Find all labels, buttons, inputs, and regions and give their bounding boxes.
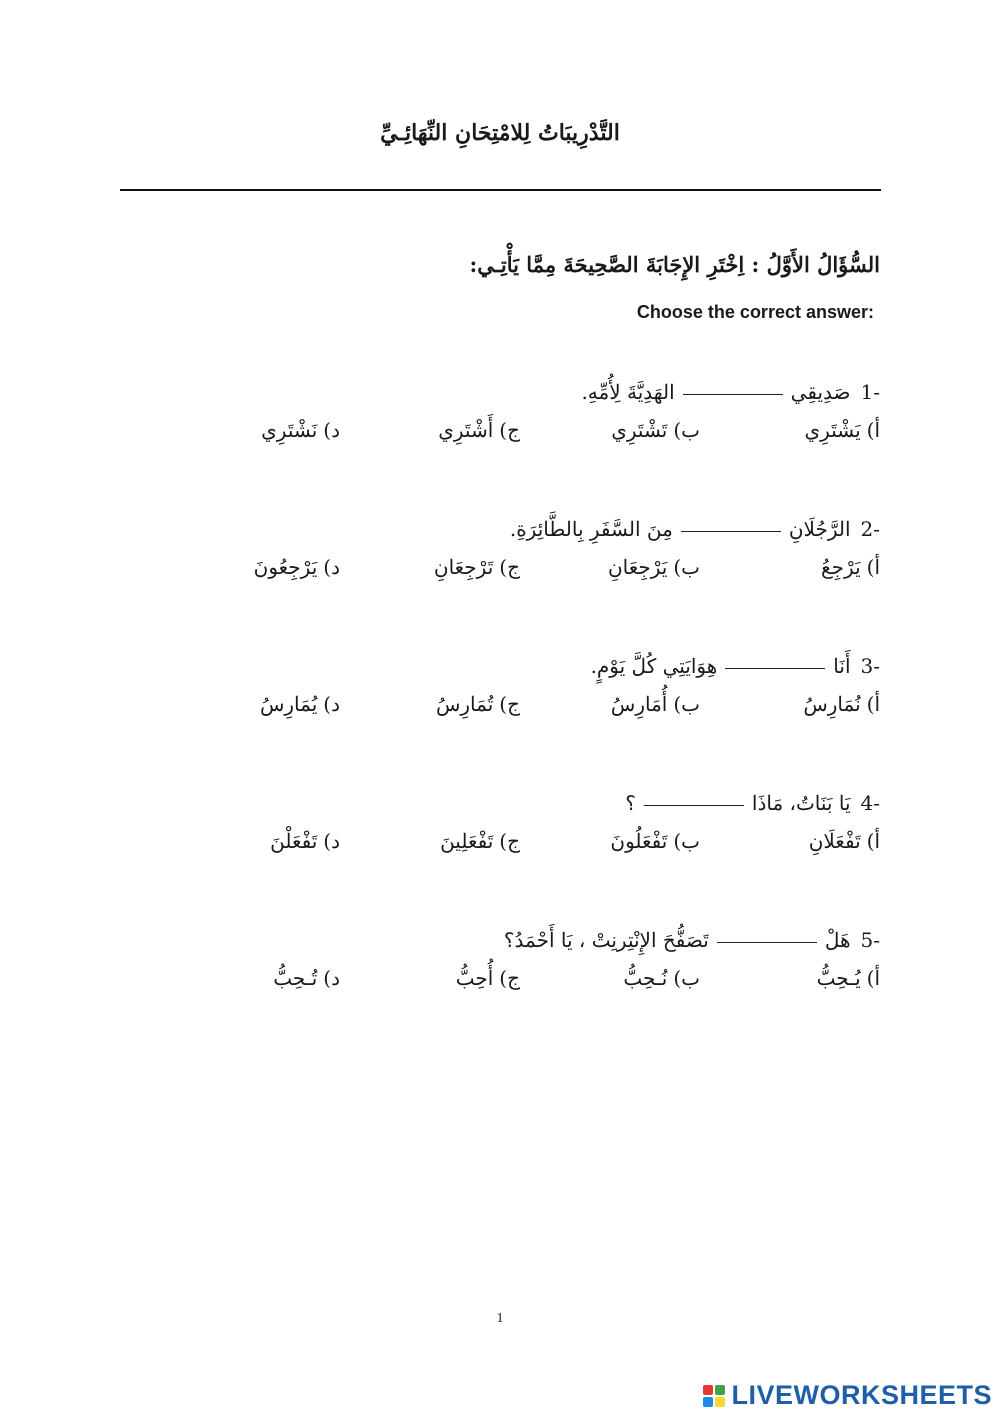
answer-blank[interactable] bbox=[683, 393, 783, 395]
question-3 bbox=[120, 654, 880, 716]
question-4 bbox=[120, 791, 880, 853]
option-a[interactable] bbox=[700, 966, 880, 990]
option-c[interactable] bbox=[340, 692, 520, 716]
options-row bbox=[120, 418, 880, 442]
question-1 bbox=[120, 380, 880, 442]
option-text: تَرْجِعَانِ bbox=[433, 555, 494, 579]
question-5 bbox=[120, 928, 880, 990]
option-text: نَشْتَرِي bbox=[261, 418, 318, 442]
option-text: أَشْتَرِي bbox=[438, 418, 494, 442]
page-number: 1 bbox=[496, 1311, 504, 1326]
question-stem bbox=[120, 928, 880, 952]
answer-blank[interactable] bbox=[725, 667, 825, 669]
option-d[interactable] bbox=[160, 966, 340, 990]
liveworksheets-brand bbox=[703, 1380, 992, 1411]
stem-before: الرَّجُلَانِ bbox=[788, 517, 851, 541]
logo-tile bbox=[703, 1397, 713, 1407]
option-letter: أ) bbox=[866, 829, 880, 853]
options-row bbox=[120, 829, 880, 853]
stem-after: الهَدِيَّةَ لِأُمِّهِ. bbox=[581, 380, 675, 404]
stem-before: أَنَا bbox=[833, 654, 851, 678]
option-text: تَفْعَلُونَ bbox=[610, 829, 668, 853]
option-text: يَشْتَرِي bbox=[804, 418, 861, 442]
option-a[interactable] bbox=[700, 418, 880, 442]
stem-after: تَصَفُّحَ الإِنْتِرنِتْ ، يَا أَحْمَدُ؟ bbox=[503, 928, 709, 952]
stem-after: هِوَايَتِي كُلَّ يَوْمٍ. bbox=[590, 654, 718, 678]
option-c[interactable] bbox=[340, 966, 520, 990]
option-a[interactable] bbox=[700, 692, 880, 716]
option-text: أُحِبُّ bbox=[455, 966, 494, 990]
option-text: نُـحِبُّ bbox=[623, 966, 668, 990]
option-letter: ج) bbox=[499, 555, 520, 579]
option-letter: د) bbox=[323, 829, 340, 853]
option-text: يَرْجِعُ bbox=[821, 555, 861, 579]
option-a[interactable] bbox=[700, 829, 880, 853]
option-text: يَرْجِعُونَ bbox=[253, 555, 318, 579]
option-letter: ج) bbox=[499, 418, 520, 442]
option-text: تَفْعَلْنَ bbox=[270, 829, 318, 853]
option-letter: ج) bbox=[499, 692, 520, 716]
stem-before: يَا بَنَاتُ، مَاذَا bbox=[751, 791, 851, 815]
options-row bbox=[120, 692, 880, 716]
option-letter: د) bbox=[323, 966, 340, 990]
question-stem bbox=[120, 791, 880, 815]
option-letter: د) bbox=[323, 692, 340, 716]
option-letter: أ) bbox=[866, 555, 880, 579]
option-d[interactable] bbox=[160, 418, 340, 442]
option-text: تَفْعَلِينَ bbox=[440, 829, 494, 853]
option-d[interactable] bbox=[160, 829, 340, 853]
option-text: نُمَارِسُ bbox=[803, 692, 861, 716]
option-text: تُمَارِسُ bbox=[435, 692, 494, 716]
liveworksheets-logo-icon bbox=[703, 1385, 725, 1407]
option-letter: د) bbox=[323, 418, 340, 442]
option-text: تَشْتَرِي bbox=[611, 418, 668, 442]
logo-tile bbox=[715, 1397, 725, 1407]
option-letter: أ) bbox=[866, 966, 880, 990]
title-divider bbox=[120, 189, 881, 191]
option-letter: ب) bbox=[673, 692, 700, 716]
option-text: تُـحِبُّ bbox=[273, 966, 318, 990]
stem-before: هَلْ bbox=[824, 928, 851, 952]
option-c[interactable] bbox=[340, 829, 520, 853]
options-row bbox=[120, 555, 880, 579]
options-row bbox=[120, 966, 880, 990]
option-b[interactable] bbox=[520, 555, 700, 579]
option-text: يُـحِبُّ bbox=[816, 966, 861, 990]
brand-name: LIVEWORKSHEETS bbox=[731, 1380, 992, 1410]
answer-blank[interactable] bbox=[717, 941, 817, 943]
option-d[interactable] bbox=[160, 692, 340, 716]
option-text: تَفْعَلَانِ bbox=[808, 829, 861, 853]
option-letter: ب) bbox=[673, 966, 700, 990]
option-b[interactable] bbox=[520, 692, 700, 716]
question-stem bbox=[120, 517, 880, 541]
question-stem bbox=[120, 380, 880, 404]
question-number: 1- bbox=[860, 380, 880, 404]
option-letter: ب) bbox=[673, 555, 700, 579]
option-c[interactable] bbox=[340, 418, 520, 442]
option-c[interactable] bbox=[340, 555, 520, 579]
question-stem bbox=[120, 654, 880, 678]
option-d[interactable] bbox=[160, 555, 340, 579]
option-letter: أ) bbox=[866, 418, 880, 442]
question-2 bbox=[120, 517, 880, 579]
logo-tile bbox=[715, 1385, 725, 1395]
logo-tile bbox=[703, 1385, 713, 1395]
option-letter: ج) bbox=[499, 829, 520, 853]
question-number: 2- bbox=[860, 517, 880, 541]
option-b[interactable] bbox=[520, 829, 700, 853]
option-b[interactable] bbox=[520, 418, 700, 442]
option-letter: أ) bbox=[866, 692, 880, 716]
option-letter: ج) bbox=[499, 966, 520, 990]
option-a[interactable] bbox=[700, 555, 880, 579]
option-letter: ب) bbox=[673, 829, 700, 853]
stem-after: مِنَ السَّفَرِ بِالطَّائِرَةِ. bbox=[509, 517, 673, 541]
option-text: يُمَارِسُ bbox=[259, 692, 318, 716]
option-letter: د) bbox=[323, 555, 340, 579]
answer-blank[interactable] bbox=[644, 804, 744, 806]
option-text: يَرْجِعَانِ bbox=[607, 555, 668, 579]
question-number: 5- bbox=[860, 928, 880, 952]
stem-before: صَدِيقِي bbox=[790, 380, 851, 404]
question-number: 4- bbox=[860, 791, 880, 815]
section-heading: السُّؤَالُ الأَوَّلُ : اِخْتَرِ الإِجَابَةَ الصَّحِيحَةَ مِمَّا يَأْتِـي: bbox=[469, 252, 880, 277]
option-b[interactable] bbox=[520, 966, 700, 990]
stem-after: ؟ bbox=[625, 791, 636, 815]
answer-blank[interactable] bbox=[681, 530, 781, 532]
question-number: 3- bbox=[860, 654, 880, 678]
option-letter: ب) bbox=[673, 418, 700, 442]
option-text: أُمَارِسُ bbox=[610, 692, 668, 716]
instruction-english: Choose the correct answer: bbox=[636, 302, 874, 322]
page-title: التَّدْرِيبَاتُ لِلامْتِحَانِ النِّهَائِـيِّ bbox=[380, 120, 620, 146]
